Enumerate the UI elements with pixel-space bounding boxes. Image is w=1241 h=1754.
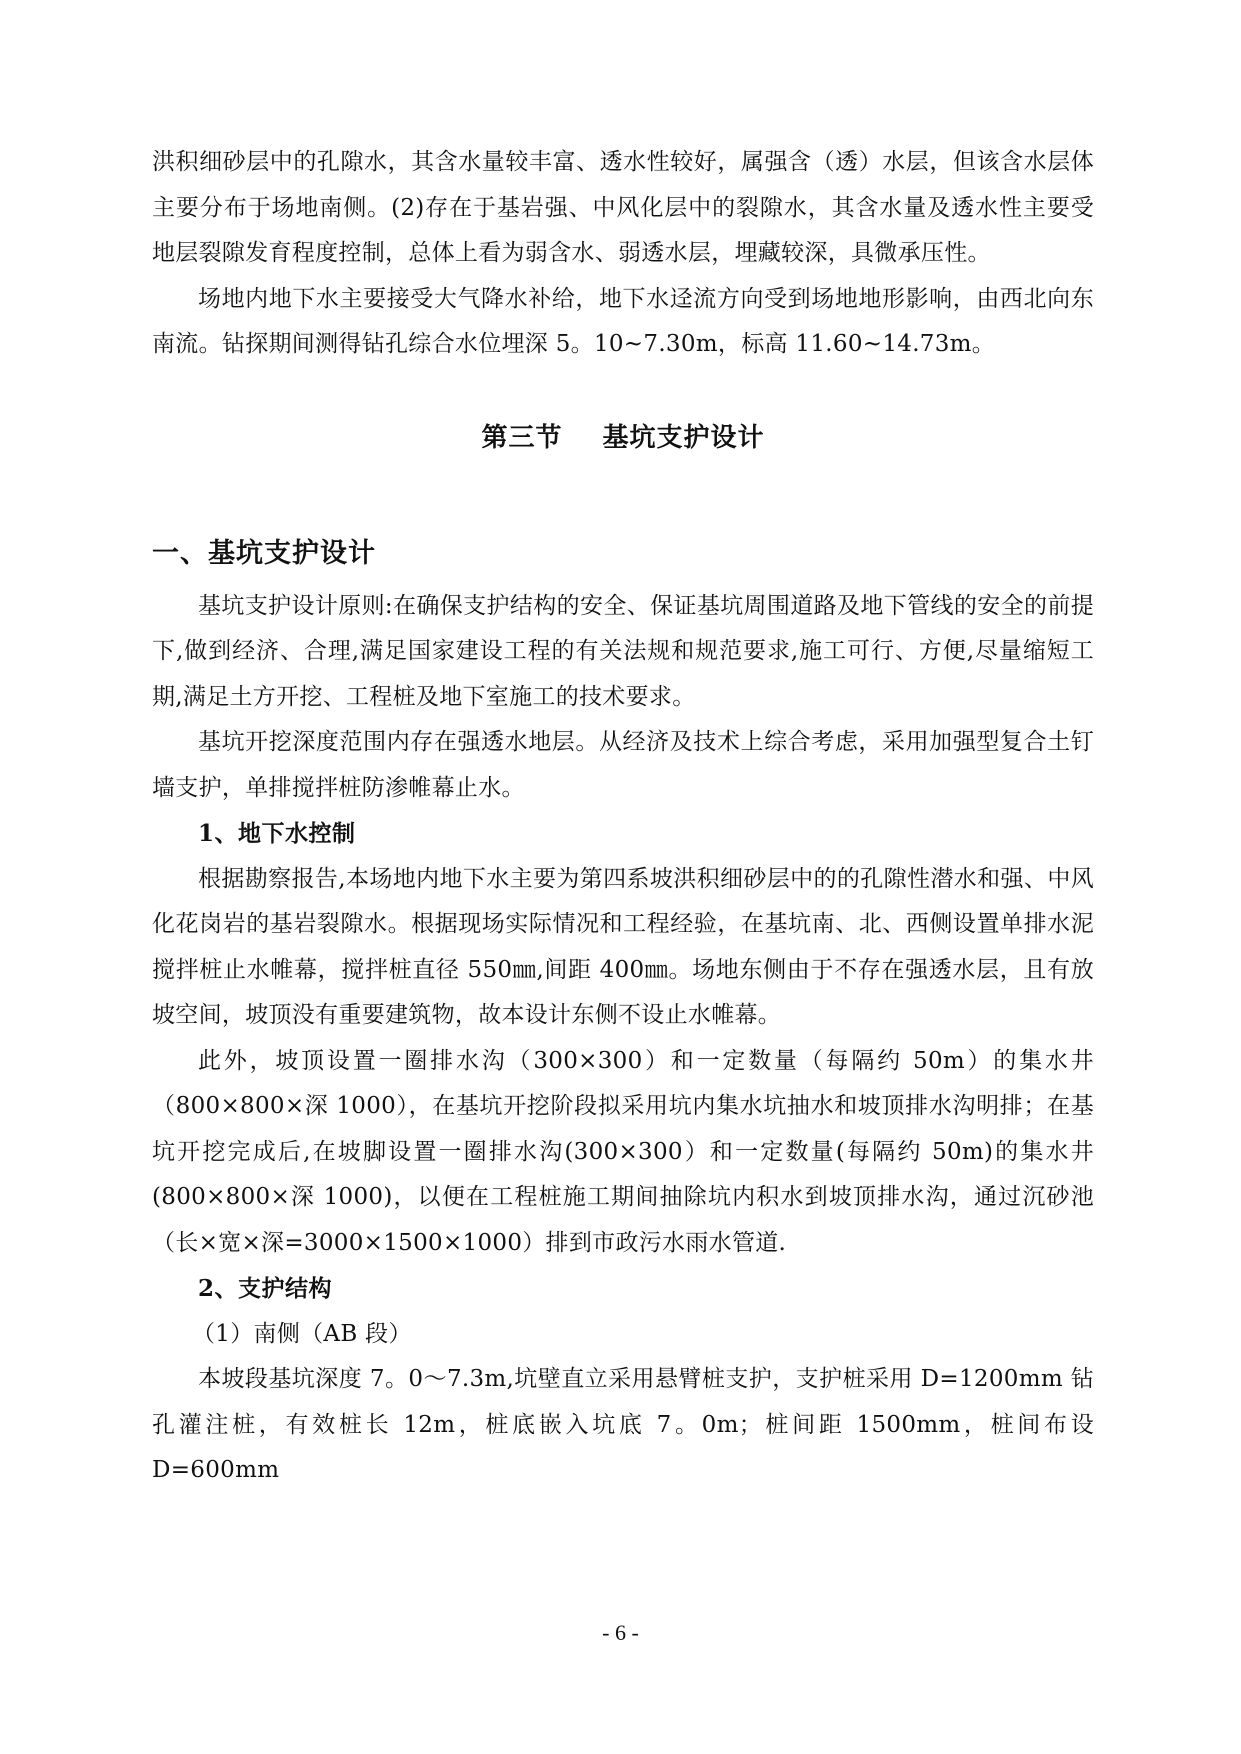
paragraph-groundwater-types: 洪积细砂层中的孔隙水，其含水量较丰富、透水性较好，属强含（透）水层，但该含水层体主要分布于场地南侧。(2)存在于基岩强、中风化层中的裂隙水，其含水量及透水性主要受地层裂隙发育程度控制，总体上看为弱含水、弱透水层，埋藏较深，具微承压性。 [152, 149, 1094, 266]
paragraph-drainage: 此外，坡顶设置一圈排水沟（300×300）和一定数量（每隔约 50m）的集水井（800×800×深 1000），在基坑开挖阶段拟采用坑内集水坑抽水和坡顶排水沟明排；在基坑开挖完成后,在坡脚设置一圈排水沟(300×300）和一定数量(每隔约 50m)的集水井(800×800×深 1000)，以便在工程桩施工期间抽除坑内积水到坡顶排水沟，通过沉砂池（长×宽×深=3000×1500×1000）排到市政污水雨水管道. [152, 1047, 1094, 1256]
section-name: 基坑支护设计 [602, 422, 765, 453]
paragraph-design-principle: 基坑支护设计原则:在确保支护结构的安全、保证基坑周围道路及地下管线的安全的前提下,做到经济、合理,满足国家建设工程的有关法规和规范要求,施工可行、方便,尽量缩短工期,满足土方开挖、工程桩及地下室施工的技术要求。 [152, 592, 1094, 710]
page-content [152, 140, 1094, 1494]
heading-support-structure: 2、支护结构 [198, 1275, 333, 1302]
section-number: 第三节 [481, 422, 563, 453]
paragraph-water-curtain: 根据勘察报告,本场地内地下水主要为第四系坡洪积细砂层中的的孔隙性潜水和强、中风化花岗岩的基岩裂隙水。根据现场实际情况和工程经验，在基坑南、北、西侧设置单排水泥搅拌桩止水帷幕，搅拌桩直径 550㎜,间距 400㎜。场地东侧由于不存在强透水层，且有放坡空间，坡顶没有重要建筑物，故本设计东侧不设止水帷幕。 [152, 865, 1094, 1028]
heading-support-design: 一、基坑支护设计 [152, 537, 376, 569]
heading-south-side: （1）南侧（AB 段） [192, 1320, 412, 1347]
paragraph-design-scheme: 基坑开挖深度范围内存在强透水地层。从经济及技术上综合考虑，采用加强型复合土钉墙支护，单排搅拌桩防渗帷幕止水。 [152, 729, 1094, 801]
section-title [152, 408, 1094, 468]
paragraph-south-structure: 本坡段基坑深度 7。0～7.3m,坑壁直立采用悬臂桩支护，支护桩采用 D=1200mm 钻孔灌注桩，有效桩长 12m，桩底嵌入坑底 7。0m；桩间距 1500mm，桩间布设 D=600mm [152, 1366, 1094, 1483]
page-number: - 6 - [602, 1620, 639, 1645]
paragraph-groundwater-flow: 场地内地下水主要接受大气降水补给，地下水迳流方向受到场地地形影响，由西北向东南流。钻探期间测得钻孔综合水位埋深 5。10~7.30m，标高 11.60~14.73m。 [152, 285, 1094, 357]
heading-groundwater-control: 1、地下水控制 [198, 820, 356, 847]
